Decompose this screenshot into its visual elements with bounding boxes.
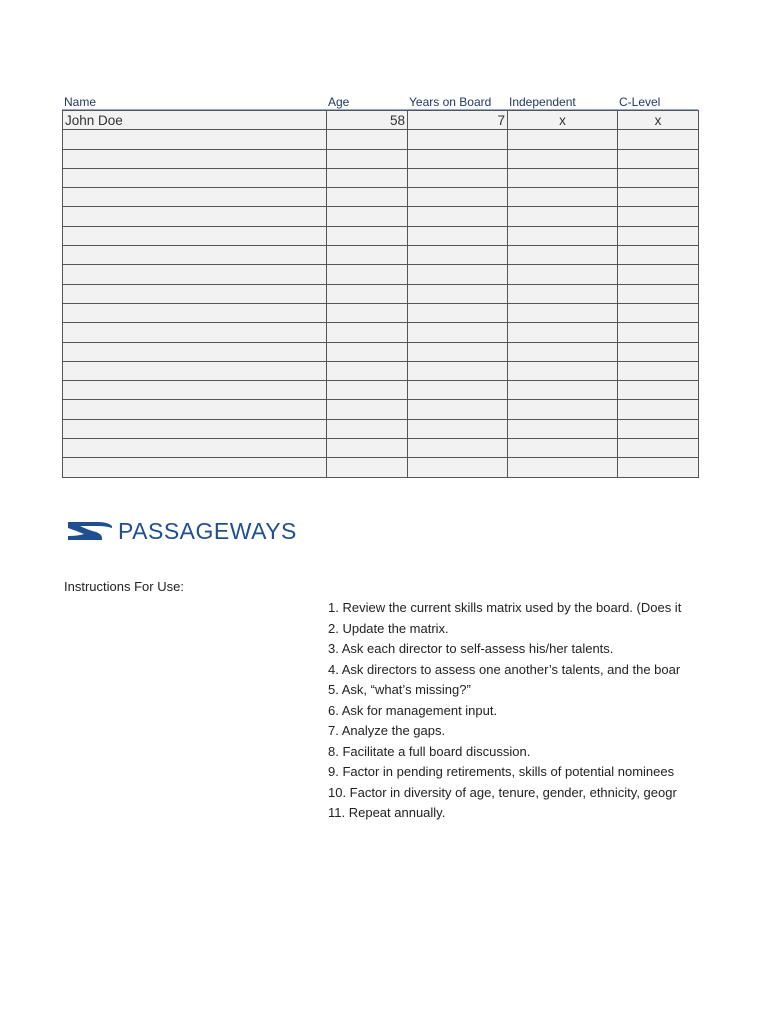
table-row: [63, 207, 699, 226]
cell-independent[interactable]: [508, 400, 618, 419]
cell-independent[interactable]: [508, 458, 618, 477]
cell-independent[interactable]: [508, 303, 618, 322]
instructions-list: [328, 598, 698, 824]
cell-name[interactable]: John Doe: [63, 111, 327, 130]
cell-age[interactable]: [327, 246, 408, 265]
cell-years-on-board[interactable]: [408, 226, 508, 245]
column-header-row: [62, 90, 698, 110]
cell-years-on-board[interactable]: [408, 303, 508, 322]
cell-years-on-board[interactable]: [408, 439, 508, 458]
cell-c-level[interactable]: [618, 284, 699, 303]
cell-age[interactable]: [327, 458, 408, 477]
list-item: 11. Repeat annually.: [328, 805, 446, 820]
cell-years-on-board[interactable]: [408, 130, 508, 149]
list-item: 7. Analyze the gaps.: [328, 723, 446, 738]
cell-independent[interactable]: [508, 265, 618, 284]
cell-name[interactable]: [63, 342, 327, 361]
cell-age[interactable]: [327, 439, 408, 458]
cell-years-on-board[interactable]: [408, 246, 508, 265]
cell-c-level[interactable]: [618, 168, 699, 187]
cell-name[interactable]: [63, 207, 327, 226]
cell-independent[interactable]: [508, 419, 618, 438]
header-c-level: C-Level: [619, 95, 661, 109]
cell-c-level[interactable]: x: [618, 111, 699, 130]
cell-c-level[interactable]: [618, 342, 699, 361]
cell-age[interactable]: [327, 149, 408, 168]
cell-age[interactable]: [327, 342, 408, 361]
cell-name[interactable]: [63, 419, 327, 438]
table-row: [63, 323, 699, 342]
cell-independent[interactable]: [508, 361, 618, 380]
cell-years-on-board[interactable]: [408, 361, 508, 380]
cell-name[interactable]: [63, 439, 327, 458]
cell-c-level[interactable]: [618, 226, 699, 245]
cell-years-on-board[interactable]: [408, 265, 508, 284]
cell-years-on-board[interactable]: [408, 149, 508, 168]
cell-age[interactable]: [327, 381, 408, 400]
cell-name[interactable]: [63, 284, 327, 303]
cell-age[interactable]: [327, 361, 408, 380]
cell-years-on-board[interactable]: [408, 168, 508, 187]
cell-age[interactable]: [327, 130, 408, 149]
cell-years-on-board[interactable]: [408, 207, 508, 226]
list-item: 4. Ask directors to assess one another’s talents, and the boar: [328, 661, 681, 677]
cell-independent[interactable]: [508, 439, 618, 458]
passageways-logo: [68, 518, 297, 544]
list-item: 5. Ask, “what’s missing?”: [328, 682, 471, 697]
cell-name[interactable]: [63, 303, 327, 322]
cell-independent[interactable]: [508, 284, 618, 303]
cell-c-level[interactable]: [618, 458, 699, 477]
cell-years-on-board[interactable]: [408, 188, 508, 207]
list-item: 2. Update the matrix.: [328, 620, 449, 636]
header-independent: Independent: [509, 95, 576, 109]
cell-age[interactable]: [327, 226, 408, 245]
list-item: 1. Review the current skills matrix used by the board. (Does it: [328, 600, 682, 615]
logo-text: PASSAGEWAYS: [118, 517, 297, 544]
cell-independent[interactable]: [508, 130, 618, 149]
cell-independent[interactable]: [508, 246, 618, 265]
table-row: [63, 111, 699, 130]
cell-name[interactable]: [63, 149, 327, 168]
table-row: [63, 265, 699, 284]
instructions-title: Instructions For Use:: [64, 579, 184, 594]
table-row: [63, 168, 699, 187]
cell-age[interactable]: [327, 400, 408, 419]
passageways-logo-icon: [68, 520, 112, 542]
cell-age[interactable]: [327, 188, 408, 207]
table-row: [63, 130, 699, 149]
table-row: [63, 284, 699, 303]
table-row: [63, 400, 699, 419]
cell-years-on-board[interactable]: [408, 400, 508, 419]
cell-c-level[interactable]: [618, 323, 699, 342]
skills-matrix-sheet: [62, 90, 698, 478]
cell-years-on-board[interactable]: [408, 458, 508, 477]
table-row: [63, 149, 699, 168]
cell-years-on-board[interactable]: [408, 419, 508, 438]
cell-c-level[interactable]: [618, 149, 699, 168]
table-row: [63, 439, 699, 458]
cell-independent[interactable]: [508, 226, 618, 245]
cell-c-level[interactable]: [618, 246, 699, 265]
cell-name[interactable]: [63, 458, 327, 477]
cell-years-on-board[interactable]: [408, 323, 508, 342]
header-age: Age: [328, 95, 350, 109]
cell-c-level[interactable]: [618, 130, 699, 149]
cell-name[interactable]: [63, 188, 327, 207]
table-row: [63, 458, 699, 477]
table-row: [63, 381, 699, 400]
cell-independent[interactable]: [508, 323, 618, 342]
cell-independent[interactable]: x: [508, 111, 618, 130]
cell-c-level[interactable]: [618, 419, 699, 438]
cell-c-level[interactable]: [618, 207, 699, 226]
table-row: [63, 342, 699, 361]
list-item: 8. Facilitate a full board discussion.: [328, 743, 531, 759]
cell-name[interactable]: [63, 381, 327, 400]
cell-name[interactable]: [63, 246, 327, 265]
cell-c-level[interactable]: [618, 381, 699, 400]
list-item: 3. Ask each director to self-assess his/her talents.: [328, 641, 614, 656]
cell-name[interactable]: [63, 323, 327, 342]
cell-independent[interactable]: [508, 188, 618, 207]
cell-name[interactable]: [63, 168, 327, 187]
cell-years-on-board[interactable]: 7: [408, 111, 508, 130]
cell-age[interactable]: [327, 168, 408, 187]
header-years-on-board: Years on Board: [409, 95, 492, 109]
table-row: [63, 246, 699, 265]
cell-c-level[interactable]: [618, 265, 699, 284]
cell-independent[interactable]: [508, 149, 618, 168]
cell-age[interactable]: [327, 419, 408, 438]
header-name: Name: [64, 95, 97, 109]
table-row: [63, 303, 699, 322]
cell-name[interactable]: [63, 400, 327, 419]
cell-c-level[interactable]: [618, 400, 699, 419]
cell-independent[interactable]: [508, 207, 618, 226]
cell-name[interactable]: [63, 265, 327, 284]
cell-c-level[interactable]: [618, 188, 699, 207]
cell-name[interactable]: [63, 226, 327, 245]
cell-age[interactable]: [327, 284, 408, 303]
table-row: [63, 361, 699, 380]
cell-independent[interactable]: [508, 342, 618, 361]
cell-age[interactable]: [327, 207, 408, 226]
cell-c-level[interactable]: [618, 303, 699, 322]
cell-c-level[interactable]: [618, 361, 699, 380]
cell-age[interactable]: [327, 265, 408, 284]
table-row: [63, 419, 699, 438]
cell-independent[interactable]: [508, 381, 618, 400]
cell-age[interactable]: [327, 303, 408, 322]
list-item: 6. Ask for management input.: [328, 702, 498, 718]
cell-years-on-board[interactable]: [408, 342, 508, 361]
cell-age[interactable]: 58: [327, 111, 408, 130]
table-row: [63, 226, 699, 245]
cell-years-on-board[interactable]: [408, 284, 508, 303]
cell-name[interactable]: [63, 130, 327, 149]
cell-years-on-board[interactable]: [408, 381, 508, 400]
cell-name[interactable]: [63, 361, 327, 380]
table-row: [63, 188, 699, 207]
list-item: 10. Factor in diversity of age, tenure, gender, ethnicity, geogr: [328, 784, 677, 800]
cell-age[interactable]: [327, 323, 408, 342]
cell-c-level[interactable]: [618, 439, 699, 458]
cell-independent[interactable]: [508, 168, 618, 187]
director-table: [62, 110, 699, 478]
list-item: 9. Factor in pending retirements, skills of potential nominees: [328, 764, 675, 779]
